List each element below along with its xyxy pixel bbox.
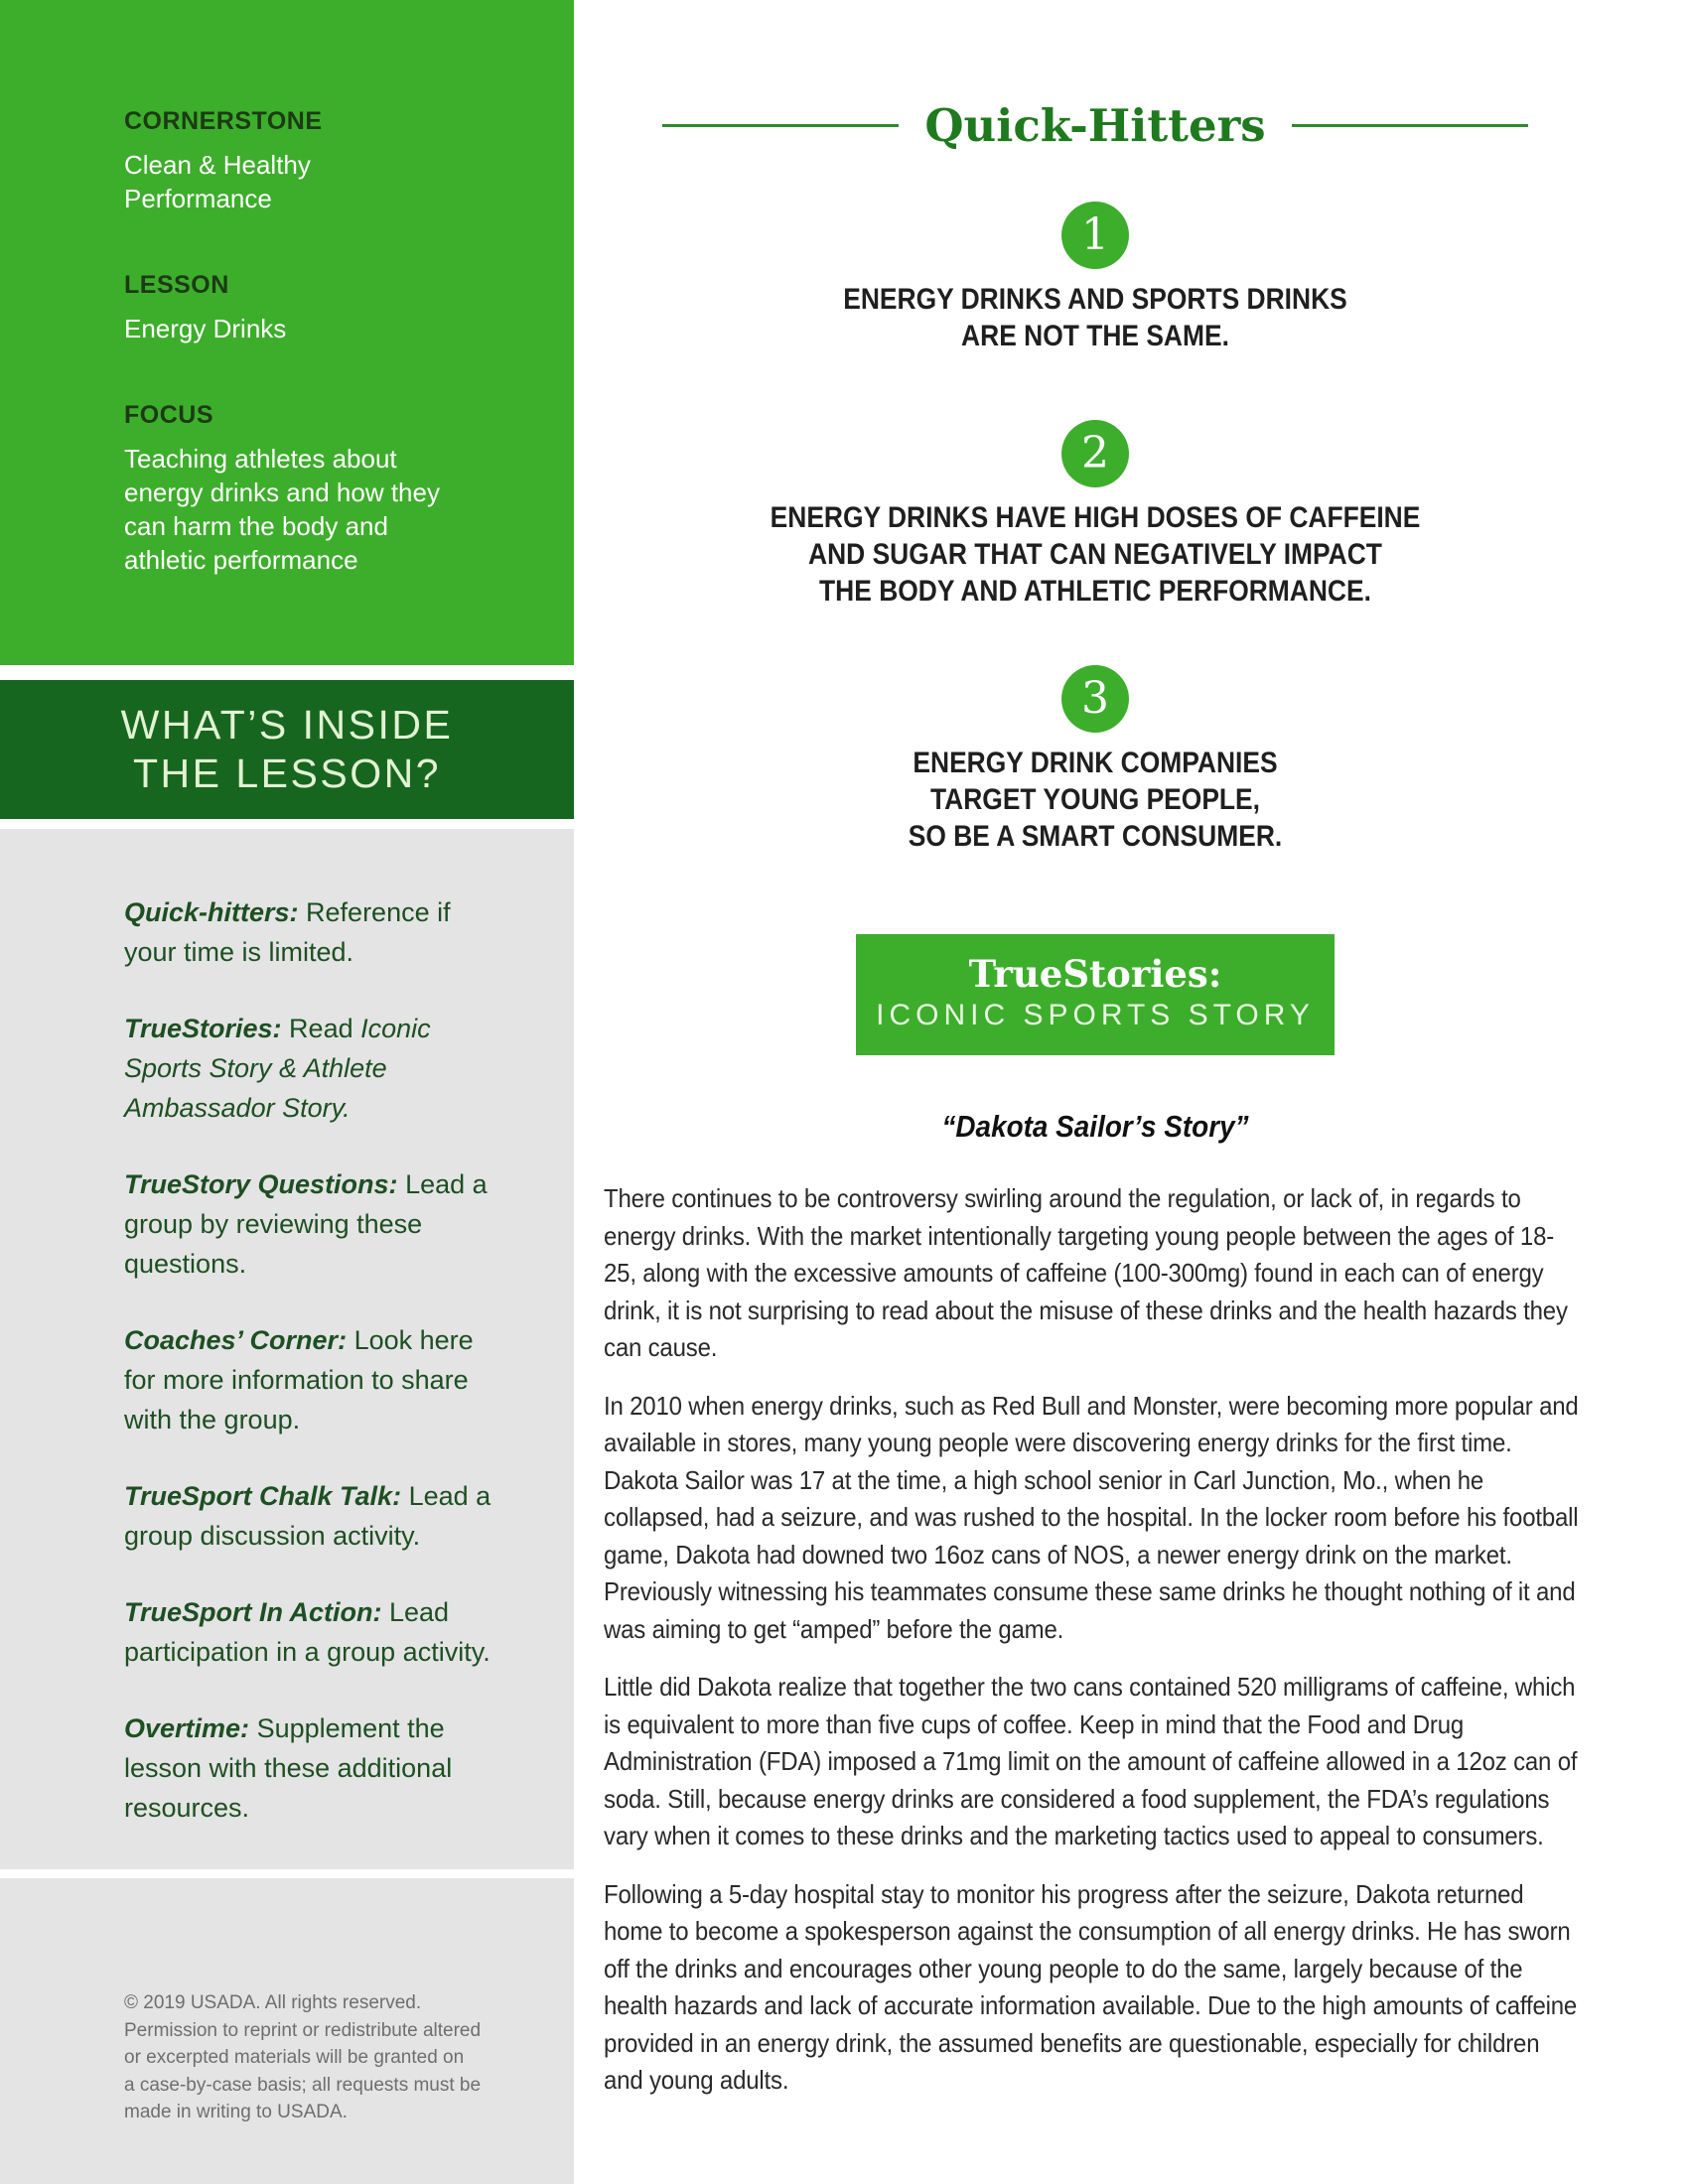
cornerstone-label: CORNERSTONE <box>124 107 323 135</box>
list-item-label: Overtime: <box>124 1713 250 1743</box>
list-item-label: TrueStories: <box>124 1014 282 1043</box>
list-item-truestories <box>124 1009 496 1128</box>
whats-inside-banner <box>0 680 574 819</box>
list-item-text: Supplement the lesson with these additional resources. <box>124 1713 453 1823</box>
statement-line: ARE NOT THE SAME. <box>961 320 1229 352</box>
list-item-in-action <box>124 1592 496 1672</box>
list-item-coaches-corner <box>124 1320 496 1439</box>
statement-line: ENERGY DRINK COMPANIES <box>913 747 1278 779</box>
list-item-text: Look here for more information to share with the group. <box>124 1325 474 1434</box>
list-item-text: Lead a group discussion activity. <box>124 1481 492 1551</box>
list-item-text: Reference if your time is limited. <box>124 897 451 967</box>
statement-line: THE BODY AND ATHLETIC PERFORMANCE. <box>819 575 1371 608</box>
heading-rule-left <box>662 124 899 127</box>
quick-hitter-statement <box>662 281 1527 354</box>
copyright-line: © 2019 USADA. All rights reserved. <box>124 1992 422 2013</box>
quick-hitters-title: Quick-Hitters <box>924 99 1266 152</box>
list-item-truestory-questions <box>124 1164 496 1284</box>
copyright-line: made in writing to USADA. <box>124 2102 348 2122</box>
banner-line: WHAT’S INSIDE <box>120 702 454 748</box>
focus-text-line: athletic performance <box>124 545 358 575</box>
heading-rule-right <box>1292 124 1528 127</box>
main-content <box>604 0 1587 2120</box>
list-item-text: Lead a group by reviewing these questions. <box>124 1169 488 1279</box>
list-item-text: Read <box>281 1014 361 1043</box>
list-item-text: Lead participation in a group activity. <box>124 1597 491 1667</box>
story-paragraph: Following a 5-day hospital stay to monitor his progress after the seizure, Dakota returned home to become a spokesperson against the consumption of all energy drinks. He has sworn off the drinks and encourages other young people to do the same, largely because of the health hazards and lack of accurate information available. Due to the high amounts of caffeine provided in an energy drink, the assumed benefits are questionable, especially for children and young adults. <box>604 1878 1578 2095</box>
number-badge-1: 1 <box>1061 202 1129 269</box>
lesson-text-line: Energy Drinks <box>124 314 287 343</box>
number-badge-2: 2 <box>1061 420 1129 487</box>
copyright-block <box>0 1878 574 2184</box>
copyright-line: or excerpted materials will be granted on <box>124 2047 465 2068</box>
statement-line: SO BE A SMART CONSUMER. <box>908 820 1283 853</box>
story-paragraph: In 2010 when energy drinks, such as Red Bull and Monster, were becoming more popular and available in stores, many young people were discovering energy drinks for the first time. Dakota Sailor was 17 at the time, a high school senior in Carl Junction, Mo., when he collapsed, had a seizure, and was rushed to the hospital. In the locker room before his football game, Dakota had downed two 16oz cans of NOS, a newer energy drink on the market. Previously witnessing his teammates consume these same drinks he thought nothing of it and was aiming to get “amped” before the game. <box>604 1390 1579 1644</box>
lesson-contents-list <box>0 829 574 1869</box>
quick-hitter-statement <box>662 745 1527 855</box>
info-group-focus <box>124 401 524 577</box>
quick-hitter-item-1 <box>604 202 1587 354</box>
statement-line: TARGET YOUNG PEOPLE, <box>929 783 1261 816</box>
lesson-label: LESSON <box>124 271 229 299</box>
number-badge-3: 3 <box>1061 665 1129 733</box>
info-group-cornerstone <box>124 107 524 215</box>
statement-line: AND SUGAR THAT CAN NEGATIVELY IMPACT <box>808 538 1382 571</box>
truestories-subtitle: ICONIC SPORTS STORY <box>876 999 1315 1031</box>
list-item-label: Quick-hitters: <box>124 897 299 927</box>
copyright-line: a case-by-case basis; all requests must be <box>124 2074 482 2096</box>
story-paragraph: There continues to be controversy swirling around the regulation, or lack of, in regards to energy drinks. With the market intentionally targeting young people between the ages of 18-25, along with the excessive amounts of caffeine (100-300mg) found in each can of energy drink, it is not surprising to read about the misuse of these drinks and the health hazards they can cause. <box>604 1183 1568 1362</box>
list-item-quick-hitters <box>124 892 496 972</box>
statement-line: ENERGY DRINKS HAVE HIGH DOSES OF CAFFEINE <box>770 501 1421 534</box>
quick-hitters-header <box>604 0 1587 152</box>
list-item-italic-text: Iconic Sports Story & Athlete Ambassador Story. <box>124 1014 431 1123</box>
list-item-chalk-talk <box>124 1476 496 1556</box>
list-item-label: TrueSport In Action: <box>124 1597 382 1627</box>
truestories-title: TrueStories: <box>968 952 1222 996</box>
story-heading: “Dakota Sailor’s Story” <box>941 1109 1249 1144</box>
quick-hitter-item-3 <box>604 665 1587 855</box>
info-group-lesson <box>124 271 524 345</box>
statement-line: ENERGY DRINKS AND SPORTS DRINKS <box>843 283 1347 316</box>
truestories-banner <box>856 934 1335 1055</box>
quick-hitter-statement <box>662 499 1527 610</box>
lesson-info-box <box>0 0 574 665</box>
focus-text-line: Teaching athletes about <box>124 444 397 474</box>
quick-hitter-item-2 <box>604 420 1587 610</box>
list-item-label: TrueSport Chalk Talk: <box>124 1481 402 1511</box>
banner-line: THE LESSON? <box>132 751 442 796</box>
focus-text-line: energy drinks and how they <box>124 478 440 507</box>
story-paragraph: Little did Dakota realize that together the two cans contained 520 milligrams of caffeine, which is equivalent to more than five cups of coffee. Keep in mind that the Food and Drug Administration (FDA) imposed a 71mg limit on the amount of caffeine allowed in a 12oz can of soda. Still, because energy drinks are considered a food supplement, the FDA’s regulations vary when it comes to these drinks and the marketing tactics used to appeal to consumers. <box>604 1672 1578 1850</box>
story-body <box>604 1180 1585 2100</box>
copyright-line: Permission to reprint or redistribute altered <box>124 2019 482 2041</box>
cornerstone-text-line: Performance <box>124 184 272 213</box>
cornerstone-text-line: Clean & Healthy <box>124 150 311 180</box>
list-item-overtime <box>124 1708 496 1828</box>
list-item-label: Coaches’ Corner: <box>124 1325 348 1355</box>
focus-text-line: can harm the body and <box>124 511 388 541</box>
list-item-label: TrueStory Questions: <box>124 1169 398 1199</box>
focus-label: FOCUS <box>124 401 213 429</box>
